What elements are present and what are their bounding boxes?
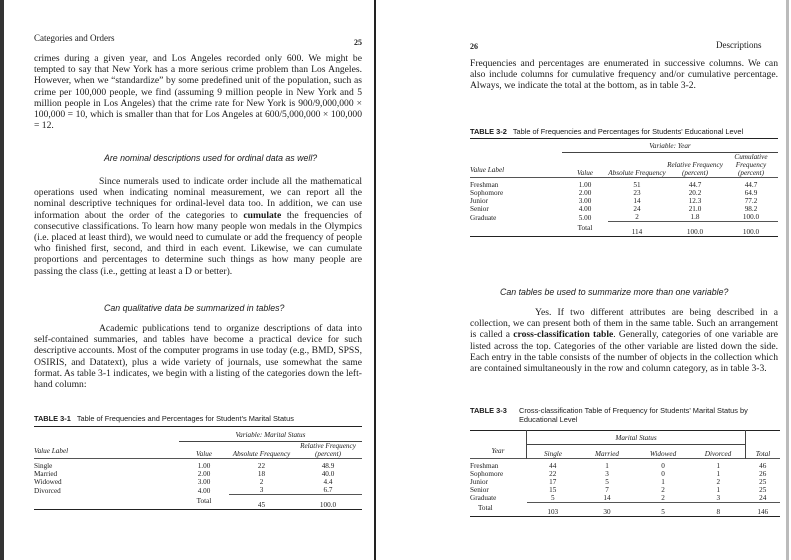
paragraph [470,58,778,92]
table-row: Sophomore 2.00 23 20.2 64.9 [470,189,758,197]
table-row: Single 1.00 22 48.9 [34,462,335,470]
table-3-1 [34,426,362,510]
table-caption [470,127,743,136]
table-total-row: Total 45 100.0 [34,495,362,510]
column-header: Value [577,169,593,177]
column-header: Relative Frequency (percent) [667,161,723,177]
table-row: Senior 4.00 24 21.0 98.2 [470,205,758,213]
paragraph-text: the frequencies of consecutive classifications. To learn how many people won medals in the Olympics (i.e. placed at least third), we would need to cumulate or add the frequency of people who finished first, second, and third in each event. Likewise, we can cumulate proportions and percentages to determine such things as how many people are passing the class (i.e., getting at least a D or better). [34,209,362,277]
table-label: TABLE 3-2 [470,127,507,136]
page-number: 25 [354,38,362,47]
bold-term: cumulate [243,209,282,221]
column-header: Year [470,445,527,459]
table-title: Table of Frequencies and Percentages for Student's Marital Status [76,414,294,423]
column-header: Value Label [34,447,69,455]
group-header: Marital Status [527,431,746,445]
right-page [378,0,789,560]
table-row: Freshman 44 1 0 1 46 [470,461,767,470]
column-header: Absolute Frequency [608,169,666,177]
paragraph-text: Academic publications tend to organize descriptions of data into self-contained summaries, and tables have become a practical device for such descriptive accounts. Most of the computer programs in use today (e.g., BMD, SPSS, OSIRIS, and Datatext), plus a wide variety of journals, use somewhat the same format. As table 3-1 indicates, we begin with a listing of the categories down the left-hand column: [34,323,362,391]
table-label: TABLE 3-3 [470,406,507,415]
column-header: Relative Frequency (percent) [300,442,356,458]
table-row: Freshman 1.00 51 44.7 44.7 [470,181,758,189]
column-header: Widowed [649,449,677,458]
paragraph-text: crimes during a given year, and Los Angeles recorded only 600. We might be tempted to say that New York has a more serious crime problem than Los Angeles. However, when we “standardize” by some predefined unit of the population, such as crime per 100,000 people, we find (assuming 9 million people in New York and 5 million people in Los Angeles) that the crime rate for New York is 900/9,000,000 × 100,000 = 10, which is smaller than that for Los Angeles at 600/5,000,000 × 100,000 = 12. [34,53,362,132]
paragraph-text: Frequencies and percentages are enumerated in successive columns. We can also include columns for cumulative frequency and/or cumulative percentage. Always, we indicate the total at the bottom, as in table 3-2. [470,58,778,92]
table-total-row: Total 103 30 5 8 146 [470,502,780,517]
table-3-3 [470,430,780,517]
table-row: Junior 17 5 1 2 25 [470,477,767,486]
paragraph [34,176,362,277]
column-header: Value Label [470,166,505,174]
running-head: Categories and Orders [34,33,115,43]
table-title: Cross-classification Table of Frequency for Students' Marital Status by Educational Level [519,406,748,424]
table-row: Graduate 5 14 2 3 24 [470,494,780,503]
table-row: Married 2.00 18 40.0 [34,470,335,478]
paragraph-text: Yes. If two different attributes are being described in a collection, we can present both of them in the same table. Such an arrangement is called a [470,307,778,341]
paragraph [34,53,362,131]
section-question: Can tables be used to summarize more than one variable? [500,287,729,297]
section-question: Can qualitative data be summarized in tables? [104,303,285,313]
running-head: Descriptions [716,40,762,50]
variable-header: Variable: Marital Status [179,431,362,442]
table-row: Widowed 3.00 2 4.4 [34,478,333,486]
table-title: Table of Frequencies and Percentages for Students' Educational Level [512,127,744,136]
table-3-2 [470,138,778,237]
column-header: Married [595,449,619,458]
table-caption [34,414,294,423]
column-header: Cumulative Frequency (percent) [734,153,768,177]
column-header: Divorced [691,445,746,459]
bold-term: cross-classification table [513,329,614,341]
column-header: Single [544,449,562,458]
paragraph-text: . Generally, categories of one variable are listed across the top. Categories of the other variable are listed down the side. Each entry in the table consists of the number of objects in the collection which are contained simultaneously in the row and column category, as in table 3-3. [470,329,778,375]
section-question: Are nominal descriptions used for ordinal data as well? [104,153,318,163]
column-header: Absolute Frequency [232,450,291,458]
column-header: Value [196,450,212,458]
table-caption [470,406,780,424]
paragraph [34,323,362,390]
table-total-row: Total 114 100.0 100.0 [470,222,778,237]
page-number: 26 [470,42,478,51]
table-row: Sophomore 22 3 0 1 26 [470,469,767,478]
table-row: Junior 3.00 14 12.3 77.2 [470,197,758,205]
column-header: Total [755,449,771,458]
table-row: Senior 15 7 2 1 25 [470,485,767,494]
paragraph-text: Since numerals used to indicate order include all the mathematical operations used when indicating nominal measurement, we can report all the nominal descriptive techniques for ordinal-level data too. In addition, we can use information about the order of the categories to [34,176,362,221]
variable-header: Variable: Year [562,142,778,153]
table-label: TABLE 3-1 [34,414,71,423]
left-page [0,0,376,560]
table-row: Graduate 5.00 2 1.8 100.0 [470,213,778,222]
paragraph [470,307,778,374]
table-row: Divorced 4.00 3 6.7 [34,486,362,495]
